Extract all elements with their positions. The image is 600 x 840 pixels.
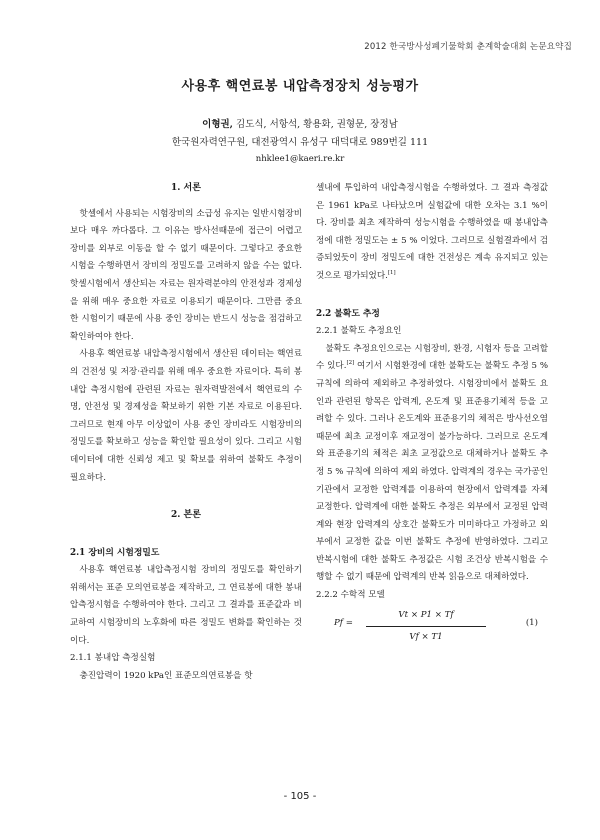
intro-paragraph-2: 사용후 핵연료봉 내압측정시험에서 생산된 데이터는 핵연료의 건전성 및 저장·관리를 위해 매우 중요한 자료이다. 특히 봉내압 측정시험에 관련된 자료는 원자력발전에서 핵연료의 수명, 안전성 및 경제성을 확보하기 위한 기본 자료로 이용된다. 그러므로 현재 아무 이상없이 사용 중인 장비라도 시험장비의 정밀도를 확보하고 성능을 확인할 필요성이 있다. 그리고 시험데이터에 대한 신뢰성 제고 및 확보를 위하여 불확도 추정이 필요하다. <box>70 349 302 483</box>
pressure-test-paragraph: 충진압력이 1920 kPa인 표준모의연료봉을 핫 <box>79 670 253 681</box>
equation-1 <box>316 605 548 645</box>
subsection-heading-uncertainty: 2.2 불확도 추정 <box>316 308 380 319</box>
continued-paragraph <box>316 180 548 286</box>
affiliation: 한국원자력연구원, 대전광역시 유성구 대덕대로 989번길 111 <box>171 137 429 148</box>
co-authors: 김도식, 서항석, 황용화, 권형문, 장정남 <box>233 119 398 130</box>
citation-1: [1] <box>387 270 396 277</box>
precision-paragraph: 사용후 핵연료봉 내압측정시험 장비의 정밀도를 확인하기 위해서는 표준 모의연료봉을 제작하고, 그 연료봉에 대한 봉내압측정시험을 수행하여야 한다. 그리고 그 결과를 표준값과 비교하여 시험장비의 노후화에 따른 정밀도 변화를 확인하는 것이다. <box>70 565 302 646</box>
subsubsection-heading-pressure-test: 2.1.1 봉내압 측정실험 <box>70 653 156 664</box>
equation-lhs: Pf = <box>334 617 353 628</box>
paper-title: 사용후 핵연료봉 내압측정장치 성능평가 <box>181 79 419 94</box>
left-column <box>70 180 302 685</box>
equation-number: (1) <box>525 617 538 628</box>
equation-numerator: Vt × P1 × Tf <box>366 607 486 628</box>
subsubsection-heading-factors: 2.2.1 불확도 추정요인 <box>316 326 402 337</box>
intro-paragraph-1: 핫셀에서 사용되는 시험장비의 소급성 유지는 일반시험장비보다 매우 까다롭다. 그 이유는 방사선때문에 접근이 어렵고 장비를 외부로 이동을 할 수 없기 때문이다. 그렇다고 중요한 시험을 수행하면서 장비의 정밀도를 고려하지 않을 수는 없다. 핫셀시험에서 생산되는 자료는 원자력분야의 안전성과 경제성을 위해 매우 중요한 자료로 이용되기 때문이다. 그만큼 중요한 시험이기 때문에 사용 중인 장비는 반드시 성능을 점검하고 확인하여야 한다. <box>70 208 302 342</box>
page-number: - 105 - <box>283 791 317 802</box>
author-list <box>0 116 600 130</box>
proceedings-header: 2012 한국방사성폐기물학회 춘계학술대회 논문요약집 <box>364 42 572 52</box>
citation-2: [2] <box>346 360 355 367</box>
section-heading-intro: 1. 서론 <box>171 183 201 193</box>
equation-denominator: Vf × T1 <box>409 632 443 643</box>
equation-fraction <box>366 607 486 647</box>
lead-author: 이형권, <box>202 119 233 130</box>
right-column <box>316 180 548 645</box>
uncertainty-factors-paragraph <box>316 341 548 587</box>
subsection-heading-precision: 2.1 장비의 시험정밀도 <box>70 547 160 558</box>
section-heading-body: 2. 본론 <box>171 510 201 521</box>
factors-text-b: 여기서 시험환경에 대한 불확도는 불확도 추정 5 % 규칙에 의하여 제외하고 추정하였다. 시험장비에서 불확도 요인과 관련된 항목은 압력계, 온도계 및 표준용기체적 등을 고려할 수 있다. 그러나 온도계와 표준용기의 체적은 방사선오염 때문에 최초 교정이후 재교정이 불가능하다. 그러므로 온도계와 표준용기의 체적은 최초 교정값으로 대체하거나 불확도 추정 5 % 규칙에 의하여 제외 하였다. 압력계의 경우는 국가공인기관에서 교정한 압력계를 이용하여 현장에서 압력계를 자체 교정한다. 압력계에 대한 불확도 추정은 외부에서 교정된 압력계와 현장 압력계의 상호간 불확도가 미미하다고 가정하고 외부에서 교정한 값을 이번 불확도 추정에 반영하였다. 그리고 반복시험에 대한 불확도 추정값은 시험 조건상 반복시험을 수행할 수 없기 때문에 압력계의 반복 읽음으로 대체하였다. <box>316 361 548 583</box>
factors-text-a: 불확도 추정요인으로는 시험장비, 환경, 시험자 등을 고려할 수 있다. <box>316 343 548 372</box>
contact-email: nhklee1@kaeri.re.kr <box>255 154 345 164</box>
subsubsection-heading-model: 2.2.2 수학적 모델 <box>316 590 385 601</box>
continued-text: 셀내에 투입하여 내압측정시험을 수행하였다. 그 결과 측정값은 1961 kPa로 나타났으며 실험값에 대한 오차는 3.1 %이다. 장비를 최초 제작하여 성능시험을 수행하였을 때 봉내압측정에 대한 정밀도는 ± 5 % 이었다. 그러므로 실험결과에서 검증되었듯이 장비 정밀도에 대한 건전성은 계속 유지되고 있는 것으로 평가되었다. <box>316 183 548 281</box>
